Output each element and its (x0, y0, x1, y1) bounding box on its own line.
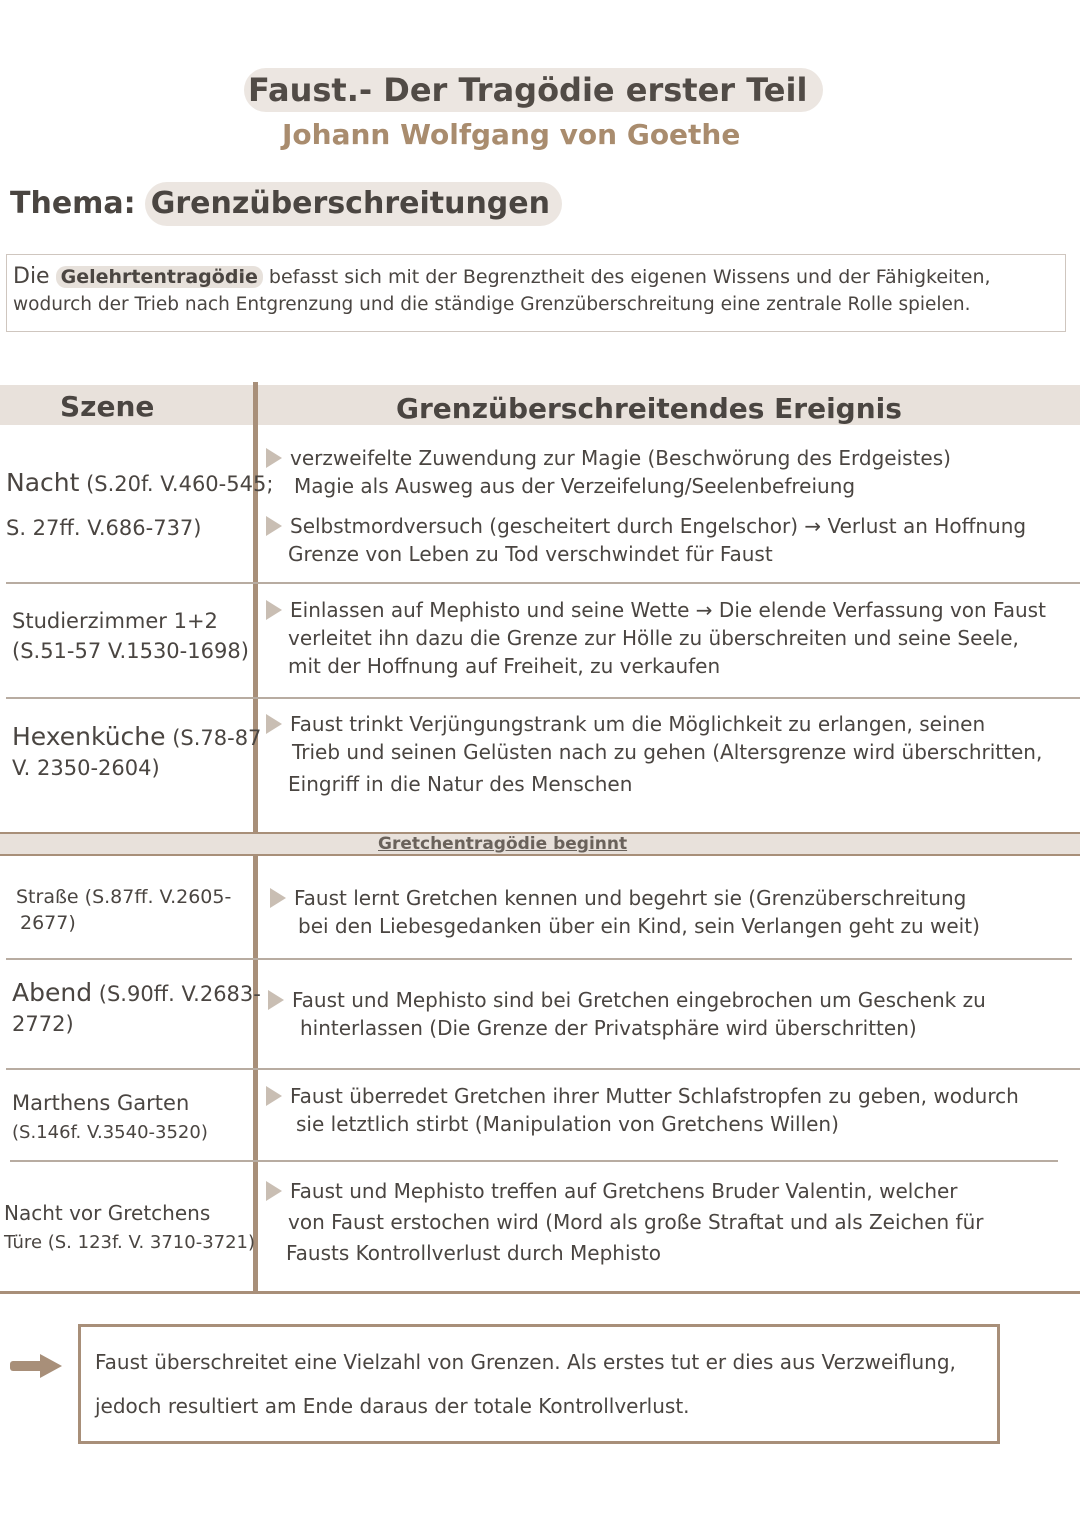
table-row-event (266, 444, 1026, 568)
table-row-scene (4, 1198, 255, 1258)
column-header-scene: Szene (60, 390, 155, 423)
scene-title: Marthens Garten (12, 1091, 190, 1115)
scene-title: Straße (S.87ff. V.2605- (16, 886, 232, 908)
event-text: Grenze von Leben zu Tod verschwindet für Faust (288, 542, 773, 566)
bullet-triangle-icon (266, 448, 282, 468)
event-text: Faust trinkt Verjüngungstrank um die Möglichkeit zu erlangen, seinen (290, 712, 986, 736)
section-divider-label: Gretchentragödie beginnt (378, 834, 628, 854)
event-text: Faust und Mephisto sind bei Gretchen eingebrochen um Geschenk zu (292, 988, 986, 1012)
row-separator (6, 697, 1080, 699)
scene-title: Hexenküche (12, 722, 166, 751)
event-text: Faust und Mephisto treffen auf Gretchens Bruder Valentin, welcher (290, 1179, 958, 1203)
event-text: Magie als Ausweg aus der Verzeifelung/Seelenbefreiung (294, 474, 856, 498)
event-text: von Faust erstochen wird (Mord als große Straftat und als Zeichen für (288, 1210, 984, 1234)
event-text: Faust lernt Gretchen kennen und begehrt sie (Grenzüberschreitung (294, 886, 967, 910)
row-separator (6, 582, 1080, 584)
event-text: hinterlassen (Die Grenze der Privatsphäre wird überschritten) (300, 1016, 917, 1040)
scene-ref: (S.146f. V.3540-3520) (12, 1122, 208, 1143)
scene-title: Abend (12, 978, 93, 1007)
column-header-event: Grenzüberschreitendes Ereignis (396, 392, 902, 425)
document-title: Faust.- Der Tragödie erster Teil (244, 68, 823, 112)
table-row-scene (6, 468, 273, 543)
table-row-scene (12, 978, 261, 1039)
event-text: Faust überredet Gretchen ihrer Mutter Schlafstropfen zu geben, wodurch (290, 1084, 1019, 1108)
event-text: Einlassen auf Mephisto und seine Wette → Die elende Verfassung von Faust (290, 598, 1046, 622)
bullet-triangle-icon (266, 714, 282, 734)
bullet-triangle-icon (266, 1086, 282, 1106)
intro-highlight: Gelehrtentragödie (56, 266, 263, 288)
row-separator (10, 1160, 1058, 1162)
scene-ref: (S.51-57 V.1530-1698) (12, 639, 249, 663)
theme-row (10, 182, 562, 226)
bullet-triangle-icon (268, 990, 284, 1010)
event-text: bei den Liebesgedanken über ein Kind, sein Verlangen geht zu weit) (298, 914, 980, 938)
scene-ref-2: V. 2350-2604) (12, 756, 160, 780)
scene-ref: (S.90ff. V.2683- (98, 982, 261, 1006)
event-text: verleitet ihn dazu die Grenze zur Hölle zu überschreiten und seine Seele, (288, 626, 1019, 650)
intro-line-1 (13, 263, 1059, 291)
intro-line-1-rest: befasst sich mit der Begrenztheit des eigenen Wissens und der Fähigkeiten, (268, 266, 991, 288)
event-text: verzweifelte Zuwendung zur Magie (Beschwörung des Erdgeistes) (290, 446, 951, 470)
bullet-triangle-icon (270, 888, 286, 908)
scene-ref: Türe (S. 123f. V. 3710-3721) (4, 1232, 256, 1253)
scene-ref-2: 2772) (12, 1012, 74, 1036)
theme-label: Thema: (10, 186, 136, 221)
bullet-triangle-icon (266, 1181, 282, 1201)
table-row-event (268, 986, 986, 1042)
scene-ref: (S.20f. V.460-545; (86, 472, 274, 496)
scene-title: Nacht (6, 468, 80, 497)
bullet-triangle-icon (266, 516, 282, 536)
table-row-scene (12, 722, 261, 783)
event-text: Selbstmordversuch (gescheitert durch Engelschor) → Verlust an Hoffnung (290, 514, 1027, 538)
conclusion-line-2: jedoch resultiert am Ende daraus der totale Kontrollverlust. (95, 1394, 690, 1418)
table-bottom-border (0, 1291, 1080, 1294)
table-row-scene (12, 1088, 208, 1148)
conclusion-box (78, 1324, 1000, 1444)
event-text: Trieb und seinen Gelüsten nach zu gehen (Altersgrenze wird überschritten, (292, 740, 1043, 764)
table-row-event (266, 596, 1046, 680)
scene-title: Nacht vor Gretchens (4, 1201, 211, 1225)
conclusion-line-1: Faust überschreitet eine Vielzahl von Grenzen. Als erstes tut er dies aus Verzweiflung, (95, 1350, 956, 1374)
scene-ref: 2677) (20, 912, 76, 934)
scene-ref-2: S. 27ff. V.686-737) (6, 516, 202, 540)
table-row-event (266, 1082, 1019, 1138)
table-row-scene (16, 884, 231, 936)
table-row-event (270, 884, 980, 940)
document-author: Johann Wolfgang von Goethe (282, 118, 741, 151)
row-separator (6, 1068, 1080, 1070)
intro-prefix: Die (13, 264, 50, 289)
event-text: Eingriff in die Natur des Menschen (288, 772, 633, 796)
arrow-right-icon (10, 1354, 62, 1382)
scene-title: Studierzimmer 1+2 (12, 609, 218, 633)
intro-line-2: wodurch der Trieb nach Entgrenzung und die ständige Grenzüberschreitung eine zentrale Rolle spielen. (13, 294, 971, 315)
theme-value: Grenzüberschreitungen (145, 182, 562, 226)
event-text: mit der Hoffnung auf Freiheit, zu verkaufen (288, 654, 721, 678)
row-separator (6, 958, 1072, 960)
table-row-event (266, 1176, 984, 1269)
intro-box (6, 254, 1066, 332)
event-text: sie letztlich stirbt (Manipulation von Gretchens Willen) (296, 1112, 839, 1136)
event-text: Fausts Kontrollverlust durch Mephisto (286, 1241, 662, 1265)
bullet-triangle-icon (266, 600, 282, 620)
table-row-event (266, 710, 1042, 798)
table-row-scene (12, 606, 249, 666)
scene-ref: (S.78-87 (172, 726, 262, 750)
